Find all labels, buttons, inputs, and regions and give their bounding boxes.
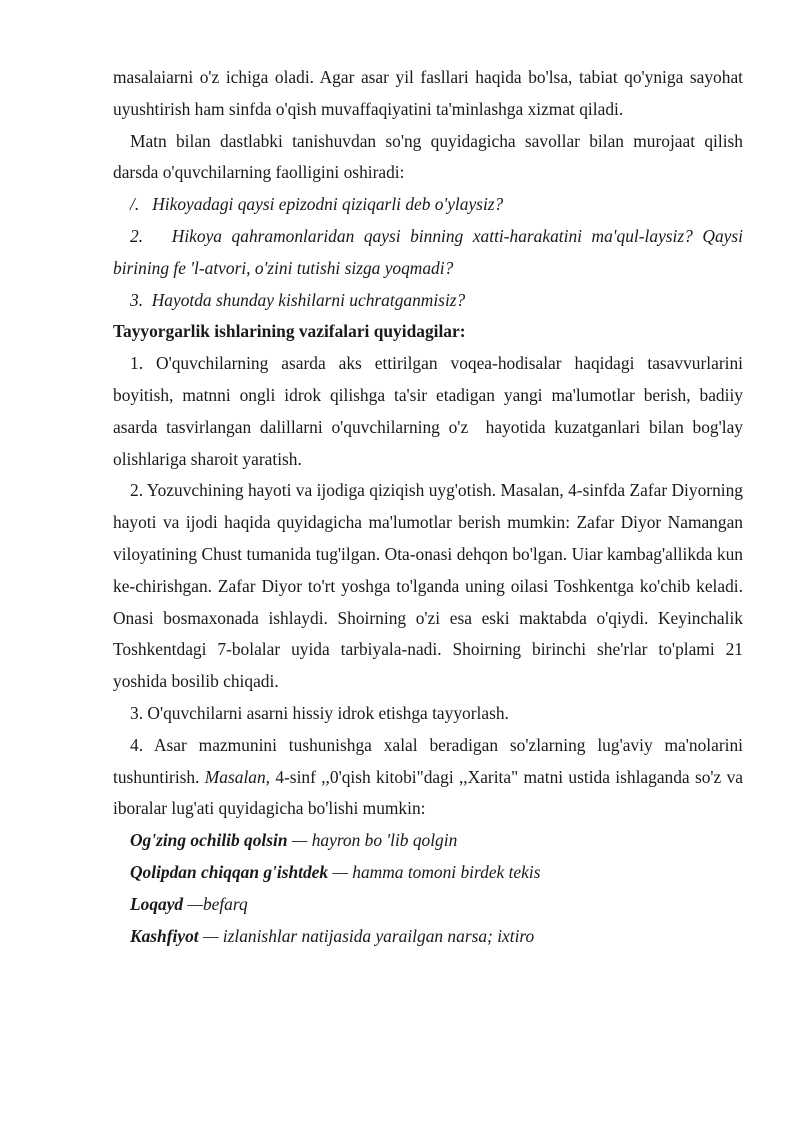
glossary-definition: hamma tomoni birdek tekis [352,861,541,882]
glossary-term: Og'zing ochilib qolsin [130,830,288,851]
glossary-separator: — [198,925,223,946]
paragraph-intro: masalaiarni o'z ichiga oladi. Agar asar yil fasllari haqida bo'lsa, tabiat qo'yniga sayohat uyushtirish ham sinfda o'qish muvaffaqiyatini ta'minlashga xizmat qiladi. [113,67,743,119]
glossary-term: Loqayd [130,893,184,914]
task-item-3: 3. O'quvchilarni asarni hissiy idrok etishga tayyorlash. [130,702,509,723]
glossary-entry [113,889,743,921]
glossary-entry [113,921,743,953]
section-heading: Tayyorgarlik ishlarining vazifalari quyidagilar: [113,321,466,342]
glossary-definition: izlanishlar natijasida yarailgan narsa; ixtiro [222,925,535,946]
glossary-term: Qolipdan chiqqan g'ishtdek [130,861,329,882]
question-1: /. Hikoyadagi qaysi epizodni qiziqarli deb o'ylaysiz? [130,194,504,215]
glossary-definition: hayron bo 'lib qolgin [311,830,458,851]
question-3: 3. Hayotda shunday kishilarni uchratganmisiz? [130,289,466,310]
glossary-separator: — [183,893,203,914]
glossary-entry [113,825,743,857]
glossary-entry [113,857,743,889]
task-item-4-end: 4-sinf ,,0'qish kitobi"dagi ,,Xarita" matni ustida ishlaganda so'z va iboralar lug'ati quyidagicha bo'lishi mumkin: [113,766,744,819]
glossary-separator: — [328,861,353,882]
glossary-definition: befarq [202,893,248,914]
task-item-4-start: 4. Asar mazmunini tushunishga xalal beradigan so'zlarning lug'aviy ma'nolarini tushuntirish. [113,734,743,787]
question-2: 2. Hikoya qahramonlaridan qaysi binning xatti-harakatini ma'qul-laysiz? Qaysi birining fe 'l-atvori, o'zini tutishi sizga yoqmadi? [113,225,743,278]
document-body [113,62,743,952]
task-item-4 [113,730,743,825]
glossary-term: Kashfiyot [130,925,199,946]
paragraph-questions-intro: Matn bilan dastlabki tanishuvdan so'ng quyidagicha savollar bilan murojaat qilish darsda o'quvchilarning faolligini oshiradi: [113,130,743,183]
task-item-2: 2. Yozuvchining hayoti va ijodiga qiziqish uyg'otish. Masalan, 4-sinfda Zafar Diyorning hayoti va ijodi haqida quyidagicha ma'lumotlar berish mumkin: Zafar Diyor Namangan viloyatining Chust tumanida tug'ilgan. Ota-onasi dehqon bo'lgan. Uiar kambag'allikda kun ke-chirishgan. Zafar Diyor to'rt yoshga to'lganda uning oilasi Toshkentga ko'chib keladi. Onasi bosmaxonada ishlaydi. Shoirning o'zi esa eski maktabda o'qiydi. Keyinchalik Toshkentdagi 7-bolalar uyida tarbiyala-nadi. Shoirning birinchi she'rlar to'plami 21 yoshida bosilib chiqadi. [113,480,743,692]
glossary-separator: — [287,830,312,851]
task-item-4-example-word: Masalan, [204,766,271,787]
task-item-1: 1. O'quvchilarning asarda aks ettirilgan voqea-hodisalar haqidagi tasavvurlarini boyitish, matnni ongli idrok qilishga ta'sir etadigan yangi ma'lumotlar berish, badiiy asarda tasvirlangan dalillarni o'quvchilarning o'z hayotida kuzatganlari bilan bog'lay olishlariga sharoit yaratish. [113,353,743,469]
